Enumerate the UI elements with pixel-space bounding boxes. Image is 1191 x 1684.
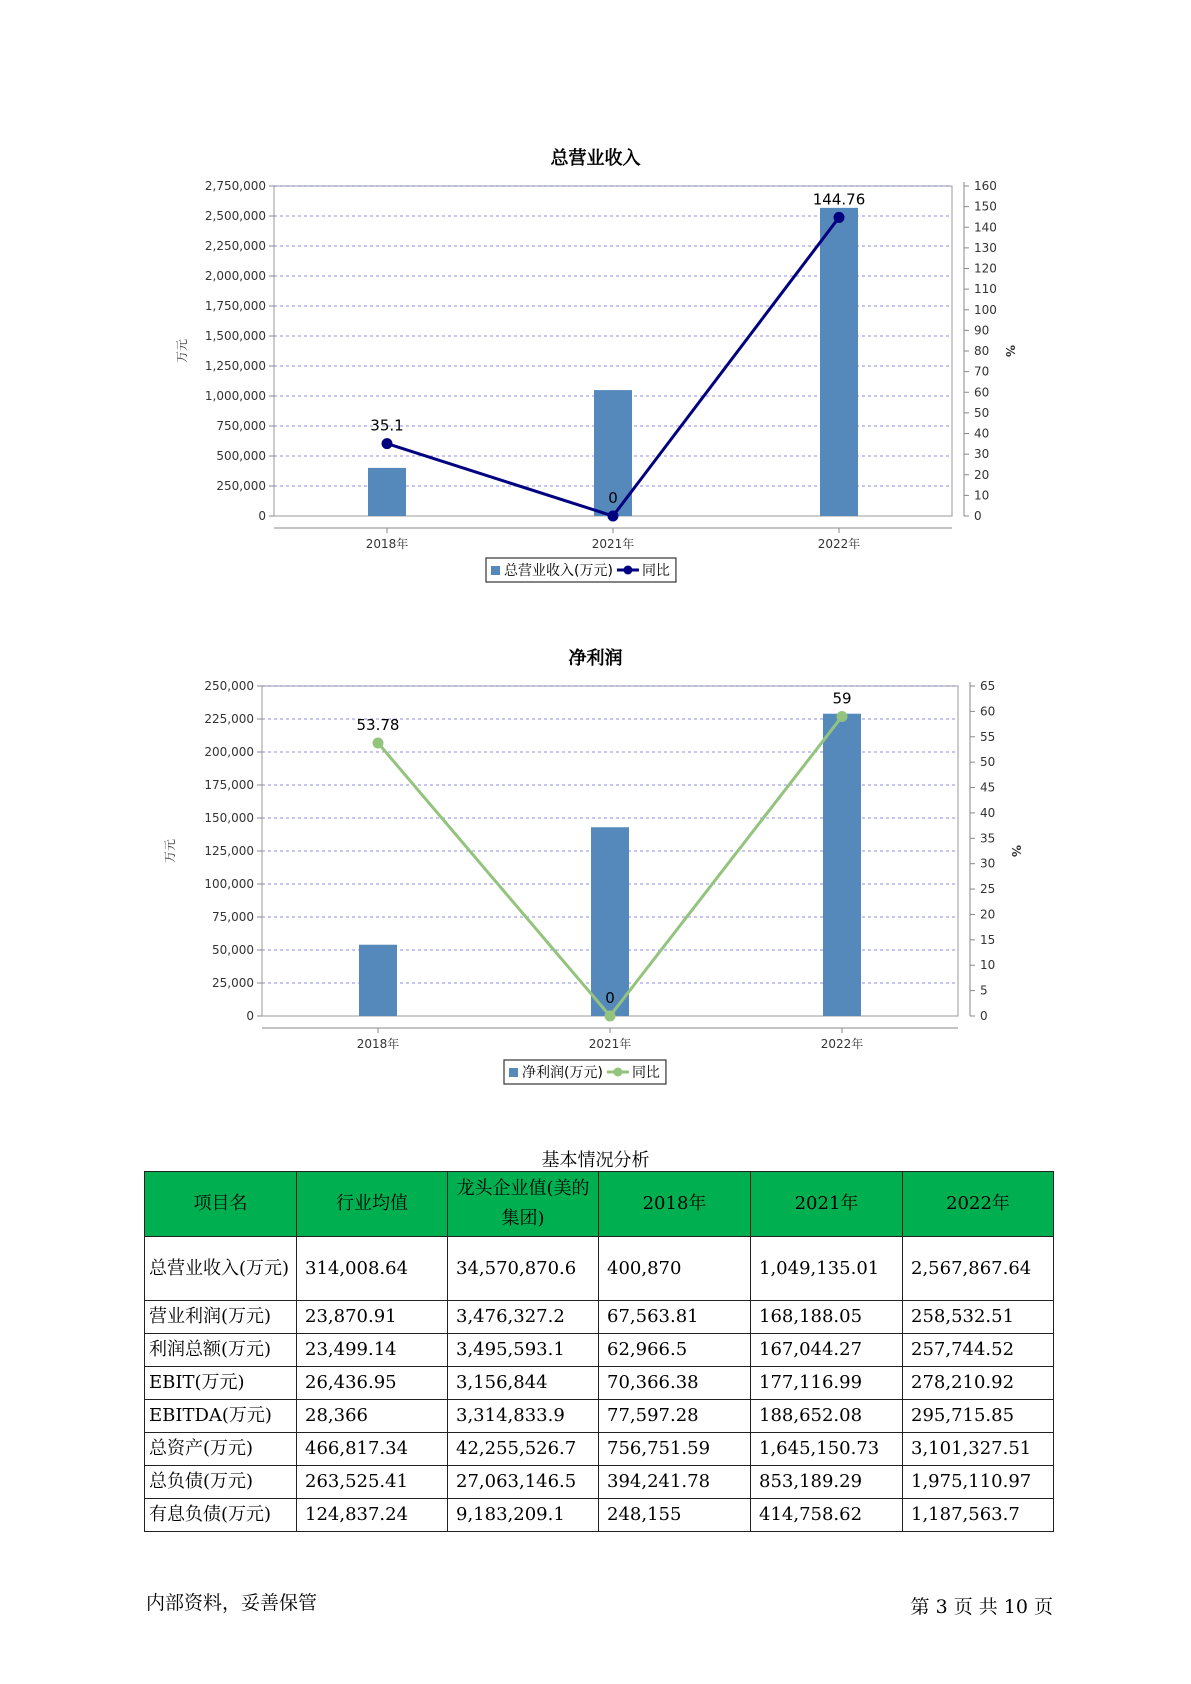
table-title: 基本情况分析 <box>541 1150 650 1171</box>
bar <box>823 714 861 1016</box>
table-row <box>145 1466 1054 1499</box>
table-cell: 1,049,135.01 <box>751 1237 903 1301</box>
table-cell: EBITDA(万元) <box>145 1400 297 1433</box>
table-cell: 67,563.81 <box>599 1301 751 1334</box>
y-tick-label: 75,000 <box>212 910 254 924</box>
confidential-notice: 内部资料，妥善保管 <box>146 1592 318 1614</box>
table-cell: 278,210.92 <box>903 1367 1054 1400</box>
table-cell: 400,870 <box>599 1237 751 1301</box>
y-tick-label: 1,250,000 <box>204 359 266 373</box>
table-cell: 167,044.27 <box>751 1334 903 1367</box>
data-label: 59 <box>832 689 852 708</box>
y-tick-label: 2,500,000 <box>204 209 266 223</box>
table-cell: 总资产(万元) <box>145 1433 297 1466</box>
basic-analysis-table <box>144 1171 1054 1532</box>
y-tick-label: 500,000 <box>216 449 266 463</box>
x-tick-label: 2022年 <box>817 537 861 551</box>
y-tick-label: 2,750,000 <box>204 179 266 193</box>
y2-tick-label: 100 <box>974 302 997 317</box>
table-cell: 23,499.14 <box>297 1334 448 1367</box>
x-tick-label: 2021年 <box>588 1037 632 1051</box>
header-cell: 2021年 <box>751 1172 903 1237</box>
table-cell: 124,837.24 <box>297 1499 448 1532</box>
legend-swatch-bar <box>491 566 500 575</box>
table-cell: 9,183,209.1 <box>448 1499 599 1532</box>
header-cell: 项目名 <box>145 1172 297 1237</box>
y2-tick-label: 130 <box>974 240 997 255</box>
data-point <box>605 1011 616 1022</box>
y-tick-label: 200,000 <box>204 745 254 759</box>
table-cell: 77,597.28 <box>599 1400 751 1433</box>
table-cell: 414,758.62 <box>751 1499 903 1532</box>
bar <box>368 468 406 516</box>
y2-tick-label: 90 <box>974 323 990 338</box>
y-tick-label: 1,500,000 <box>204 329 266 343</box>
y-tick-label: 175,000 <box>204 778 254 792</box>
table-cell: 3,476,327.2 <box>448 1301 599 1334</box>
table-cell: 853,189.29 <box>751 1466 903 1499</box>
y-tick-label: 1,000,000 <box>204 389 266 403</box>
y2-tick-label: 30 <box>974 447 990 462</box>
y2-tick-label: 15 <box>980 932 996 947</box>
table-cell: 3,314,833.9 <box>448 1400 599 1433</box>
table-cell: 756,751.59 <box>599 1433 751 1466</box>
y-tick-label: 50,000 <box>212 943 254 957</box>
data-label: 0 <box>605 989 615 1007</box>
legend-label-bar: 净利润(万元) <box>522 1065 603 1081</box>
data-point <box>834 212 845 223</box>
data-label: 144.76 <box>812 190 866 209</box>
table-cell: 188,652.08 <box>751 1400 903 1433</box>
y-tick-label: 2,000,000 <box>204 269 266 283</box>
legend-swatch-point <box>613 1068 622 1077</box>
table-cell: 62,966.5 <box>599 1334 751 1367</box>
table-cell: 27,063,146.5 <box>448 1466 599 1499</box>
y-axis-title: 万元 <box>163 838 177 864</box>
legend-swatch-bar <box>509 1068 518 1077</box>
y-tick-label: 0 <box>258 509 266 523</box>
table-cell: 1,187,563.7 <box>903 1499 1054 1532</box>
y-axis-title: 万元 <box>175 338 189 364</box>
y2-tick-label: 70 <box>974 364 990 379</box>
y2-tick-label: 110 <box>974 282 997 297</box>
y2-tick-label: 0 <box>974 509 982 523</box>
y2-tick-label: 55 <box>980 729 996 744</box>
y2-tick-label: 50 <box>974 405 990 420</box>
table-row <box>145 1433 1054 1466</box>
header-cell: 龙头企业值(美的集团) <box>448 1172 599 1237</box>
data-point <box>373 737 384 748</box>
table-cell: 258,532.51 <box>903 1301 1054 1334</box>
y-tick-label: 1,750,000 <box>204 299 266 313</box>
table-cell: 168,188.05 <box>751 1301 903 1334</box>
chart-title-revenue: 总营业收入 <box>550 148 641 169</box>
table-cell: 257,744.52 <box>903 1334 1054 1367</box>
y-tick-label: 2,250,000 <box>204 239 266 253</box>
table-cell: 1,645,150.73 <box>751 1433 903 1466</box>
table-row <box>145 1499 1054 1532</box>
table-cell: 394,241.78 <box>599 1466 751 1499</box>
y-tick-label: 250,000 <box>216 479 266 493</box>
y2-tick-label: 20 <box>980 907 996 922</box>
data-point <box>837 711 848 722</box>
table-cell: 3,495,593.1 <box>448 1334 599 1367</box>
y-tick-label: 100,000 <box>204 877 254 891</box>
table-row <box>145 1301 1054 1334</box>
y-tick-label: 125,000 <box>204 844 254 858</box>
table-cell: 营业利润(万元) <box>145 1301 297 1334</box>
page-number: 第 3 页 共 10 页 <box>910 1596 1053 1618</box>
y2-axis-title: % <box>1003 344 1017 358</box>
table-cell: 177,116.99 <box>751 1367 903 1400</box>
revenue-chart <box>0 170 1191 610</box>
table-row <box>145 1237 1054 1301</box>
table-cell: 466,817.34 <box>297 1433 448 1466</box>
y2-tick-label: 25 <box>980 882 996 897</box>
y2-axis-title: % <box>1009 844 1023 858</box>
x-tick-label: 2021年 <box>591 537 635 551</box>
y2-tick-label: 40 <box>974 426 990 441</box>
y2-tick-label: 160 <box>974 179 997 193</box>
table-cell: 总负债(万元) <box>145 1466 297 1499</box>
table-cell: 总营业收入(万元) <box>145 1237 297 1301</box>
y2-tick-label: 65 <box>980 679 996 693</box>
table-cell: 有息负债(万元) <box>145 1499 297 1532</box>
legend-label-bar: 总营业收入(万元) <box>504 563 613 579</box>
table-row <box>145 1367 1054 1400</box>
x-tick-label: 2018年 <box>356 1037 400 1051</box>
y-tick-label: 150,000 <box>204 811 254 825</box>
y2-tick-label: 40 <box>980 805 996 820</box>
table-row <box>145 1334 1054 1367</box>
y2-tick-label: 30 <box>980 856 996 871</box>
x-tick-label: 2022年 <box>820 1037 864 1051</box>
table-cell: 248,155 <box>599 1499 751 1532</box>
header-cell: 行业均值 <box>297 1172 448 1237</box>
bar <box>820 208 858 516</box>
data-point <box>382 438 393 449</box>
legend-label-line: 同比 <box>641 563 670 579</box>
table-cell: 利润总额(万元) <box>145 1334 297 1367</box>
data-point <box>608 511 619 522</box>
y2-tick-label: 5 <box>980 983 988 998</box>
table-cell: 23,870.91 <box>297 1301 448 1334</box>
data-label: 35.1 <box>370 416 404 435</box>
y2-tick-label: 10 <box>974 488 990 503</box>
table-cell: 263,525.41 <box>297 1466 448 1499</box>
header-cell: 2022年 <box>903 1172 1054 1237</box>
y2-tick-label: 35 <box>980 831 996 846</box>
table-cell: 34,570,870.6 <box>448 1237 599 1301</box>
table-cell: 2,567,867.64 <box>903 1237 1054 1301</box>
table-cell: 314,008.64 <box>297 1237 448 1301</box>
table-cell: EBIT(万元) <box>145 1367 297 1400</box>
data-label: 53.78 <box>356 715 400 734</box>
y-tick-label: 225,000 <box>204 712 254 726</box>
y2-tick-label: 45 <box>980 780 996 795</box>
y2-tick-label: 150 <box>974 199 997 214</box>
legend-swatch-point <box>623 566 632 575</box>
y2-tick-label: 60 <box>974 385 990 400</box>
table-row <box>145 1400 1054 1433</box>
table-cell: 3,101,327.51 <box>903 1433 1054 1466</box>
table-cell: 295,715.85 <box>903 1400 1054 1433</box>
y2-tick-label: 10 <box>980 958 996 973</box>
x-tick-label: 2018年 <box>365 537 409 551</box>
y2-tick-label: 120 <box>974 261 997 276</box>
y-tick-label: 0 <box>246 1009 254 1023</box>
y-tick-label: 25,000 <box>212 976 254 990</box>
header-cell: 2018年 <box>599 1172 751 1237</box>
chart-title-net-profit: 净利润 <box>568 648 623 669</box>
table-cell: 26,436.95 <box>297 1367 448 1400</box>
bar <box>359 945 397 1016</box>
table-header-row <box>145 1172 1054 1237</box>
table-cell: 70,366.38 <box>599 1367 751 1400</box>
net-profit-chart <box>0 670 1191 1110</box>
bar <box>591 827 629 1016</box>
table-cell: 3,156,844 <box>448 1367 599 1400</box>
table-cell: 1,975,110.97 <box>903 1466 1054 1499</box>
y2-tick-label: 60 <box>980 704 996 719</box>
y-tick-label: 250,000 <box>204 679 254 693</box>
y2-tick-label: 20 <box>974 467 990 482</box>
y-tick-label: 750,000 <box>216 419 266 433</box>
y2-tick-label: 0 <box>980 1009 988 1023</box>
y2-tick-label: 50 <box>980 755 996 770</box>
table-cell: 42,255,526.7 <box>448 1433 599 1466</box>
legend-label-line: 同比 <box>631 1065 660 1081</box>
data-label: 0 <box>608 489 618 507</box>
table-cell: 28,366 <box>297 1400 448 1433</box>
y2-tick-label: 140 <box>974 220 997 235</box>
y2-tick-label: 80 <box>974 344 990 358</box>
